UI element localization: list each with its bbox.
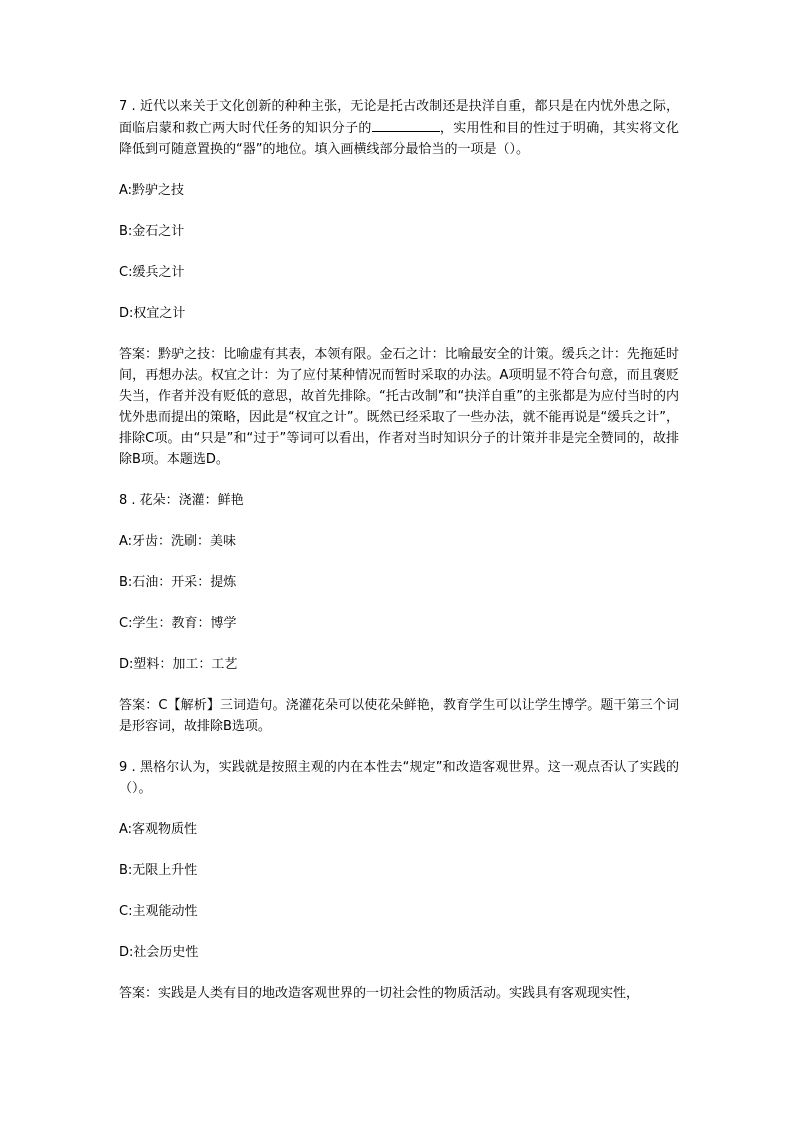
question-7-stem-part2: ，实用性和目的性过于明确，其实将文化降低到可随意置换的“器”的地位。填入画横线部分最恰当的一项是（）。 [119, 121, 679, 157]
question-7-option-a: A:黔驴之技 [119, 183, 185, 198]
question-8-answer: 答案：C【解析】三词造句。浇灌花朵可以使花朵鲜艳，教育学生可以让学生博学。题干第三个词是形容词，故排除B选项。 [119, 698, 679, 734]
question-7-option-b: B:金石之计 [119, 224, 185, 239]
question-9-stem: 9 . 黑格尔认为，实践就是按照主观的内在本性去“规定”和改造客观世界。这一观点否认了实践的（）。 [119, 760, 679, 796]
question-8-stem: 8 . 花朵：浇灌：鲜艳 [119, 493, 244, 508]
question-7-option-c: C:缓兵之计 [119, 265, 185, 280]
question-9-answer: 答案：实践是人类有目的地改造客观世界的一切社会性的物质活动。实践具有客观现实性， [119, 986, 640, 1001]
question-8-option-c: C:学生：教育：博学 [119, 616, 237, 631]
question-8-option-b: B:石油：开采：提炼 [119, 575, 237, 590]
question-7-stem [119, 96, 679, 160]
question-9-option-c: C:主观能动性 [119, 904, 198, 919]
document-page [119, 96, 679, 1024]
question-9-option-d: D:社会历史性 [119, 945, 199, 960]
question-9-option-a: A:客观物质性 [119, 822, 198, 837]
question-7-option-d: D:权宜之计 [119, 306, 186, 321]
question-9-option-b: B:无限上升性 [119, 863, 198, 878]
question-8-option-d: D:塑料：加工：工艺 [119, 657, 238, 672]
question-8-option-a: A:牙齿：洗刷：美味 [119, 534, 237, 549]
fill-in-blank-line [372, 117, 440, 132]
question-7-answer: 答案：黔驴之技：比喻虚有其表，本领有限。金石之计：比喻最安全的计策。缓兵之计：先拖延时间，再想办法。权宜之计：为了应付某种情况而暂时采取的办法。A项明显不符合句意，而且褒贬失当，作者并没有贬低的意思，故首先排除。“托古改制”和“抉洋自重”的主张都是为应付当时的内忧外患而提出的策略，因此是“权宜之计”。既然已经采取了一些办法，就不能再说是“缓兵之计”，排除C项。由“只是”和“过于”等词可以看出，作者对当时知识分子的计策并非是完全赞同的，故排除B项。本题选D。 [119, 347, 679, 467]
question-7-stem-part1: 7 . 近代以来关于文化创新的种种主张，无论是托古改制还是抉洋自重，都只是在内忧外患之际，面临启蒙和救亡两大时代任务的知识分子的 [119, 99, 679, 136]
